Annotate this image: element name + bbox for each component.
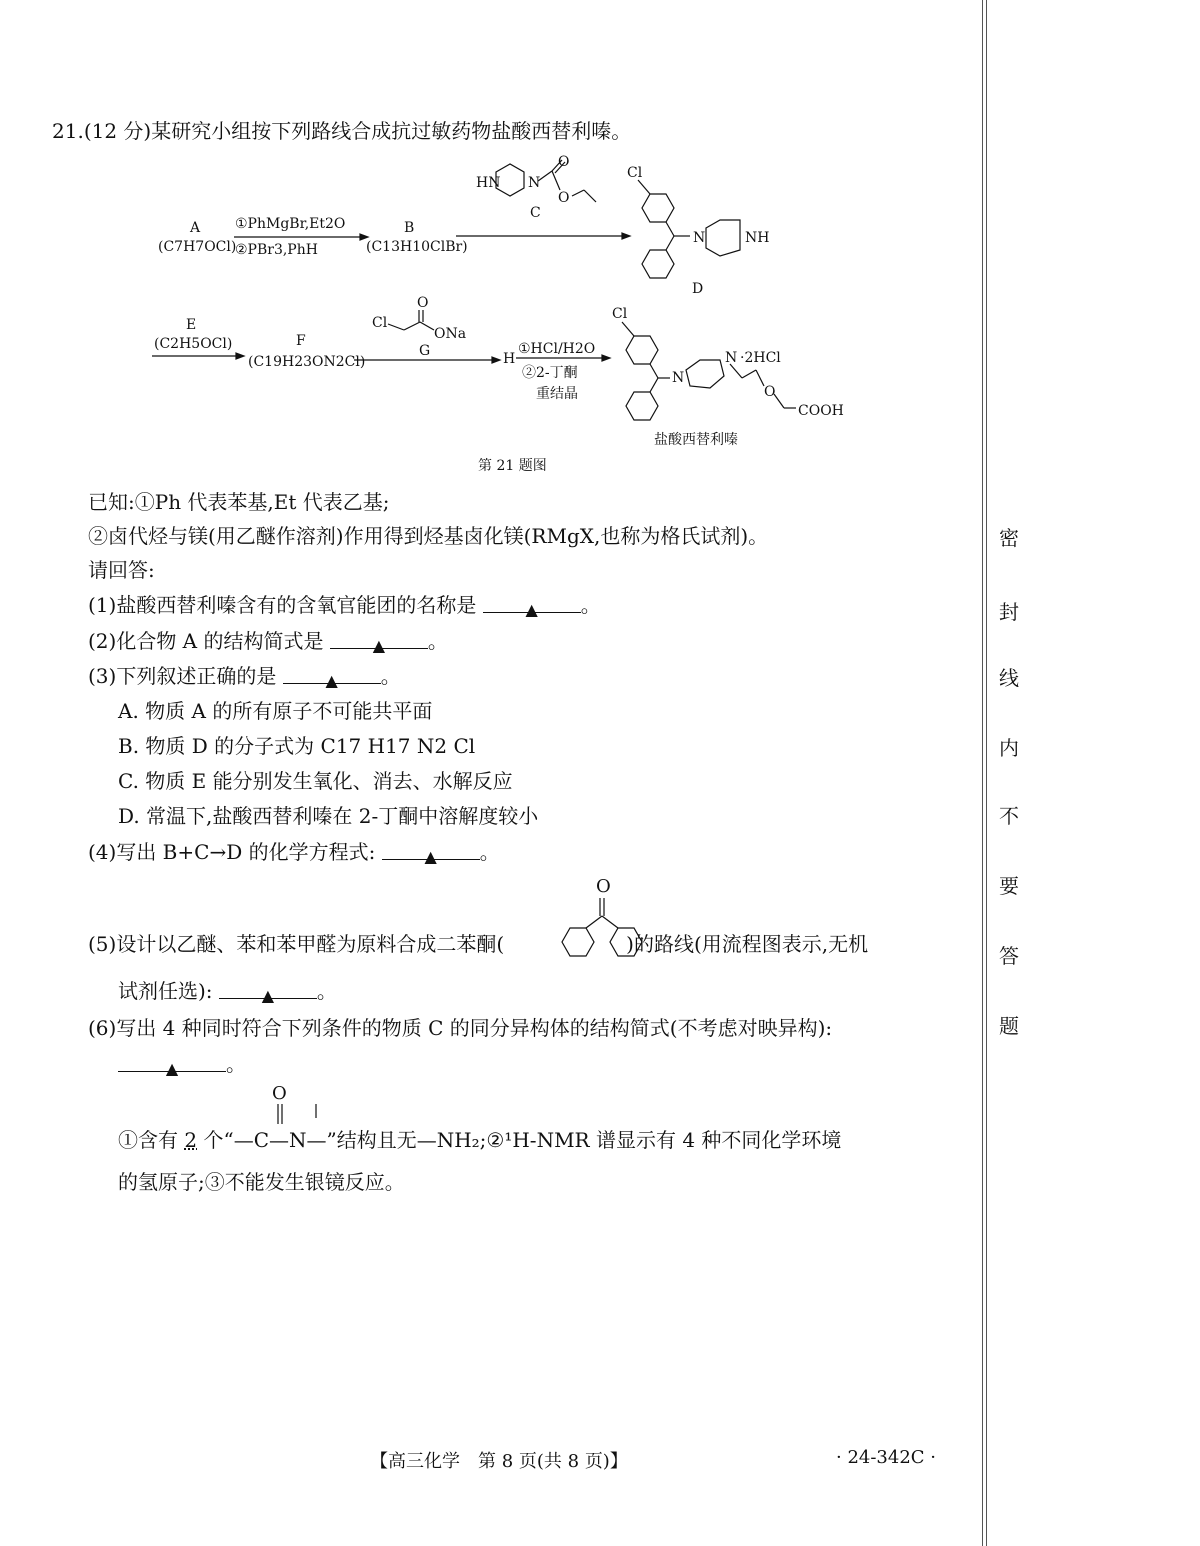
D-NH: NH <box>745 230 770 246</box>
q2-text: (2)化合物 A 的结构简式是 <box>88 629 324 653</box>
sealing-line <box>982 0 987 1546</box>
product-N1: N <box>672 370 685 386</box>
question-points: (12 分) <box>83 119 152 143</box>
triangle-icon: ▲ <box>525 600 538 619</box>
q2-line <box>88 627 448 655</box>
footer-right: · 24-342C · <box>836 1447 937 1468</box>
q3-text: (3)下列叙述正确的是 <box>88 664 277 688</box>
option-d: D. 常温下,盐酸西替利嗪在 2-丁酮中溶解度较小 <box>118 804 539 828</box>
option-a: A. 物质 A 的所有原子不可能共平面 <box>118 699 433 723</box>
D-piperazine <box>706 220 740 256</box>
q5-text-c: 试剂任选): <box>118 979 213 1003</box>
product-ring-top <box>626 336 658 364</box>
stepH-2: ②2-丁酮 <box>522 365 578 381</box>
q2-period: 。 <box>427 629 448 653</box>
option-c: C. 物质 E 能分别发生氧化、消去、水解反应 <box>118 769 513 793</box>
q1-period: 。 <box>580 593 601 617</box>
stepH-1: ①HCl/H2O <box>518 341 596 357</box>
q6-answer-line <box>118 1050 246 1078</box>
q3-line <box>88 662 401 690</box>
q4-blank <box>382 841 480 866</box>
C-N: N <box>528 175 541 191</box>
question-header <box>52 117 631 145</box>
q5-line <box>88 930 868 958</box>
q5-blank <box>219 980 317 1005</box>
cond-2: 2 <box>184 1128 198 1152</box>
benzophenone-ring-left <box>562 928 594 956</box>
label-G: G <box>419 343 431 359</box>
product-N2: N <box>725 350 738 366</box>
reaction-scheme <box>0 150 900 480</box>
question-stem: 某研究小组按下列路线合成抗过敏药物盐酸西替利嗪。 <box>151 119 632 143</box>
q4-period: 。 <box>479 840 500 864</box>
cond-line-2: 的氢原子;③不能发生银镜反应。 <box>118 1170 405 1194</box>
q2-blank <box>330 630 428 655</box>
product-O: O <box>764 384 776 400</box>
step1-top: ①PhMgBr,Et2O <box>235 216 346 232</box>
label-F: F <box>296 333 306 349</box>
q5-text-b: )的路线(用流程图表示,无机 <box>626 932 869 956</box>
q1-text: (1)盐酸西替利嗪含有的含氧官能团的名称是 <box>88 593 477 617</box>
label-H: H <box>503 351 516 367</box>
q6-period: 。 <box>226 1052 246 1076</box>
q4-text: (4)写出 B+C→D 的化学方程式: <box>88 840 376 864</box>
label-D: D <box>692 281 704 297</box>
formula-E: (C2H5OCl) <box>154 336 233 352</box>
D-Cl: Cl <box>627 165 643 181</box>
label-E: E <box>186 317 197 333</box>
triangle-icon: ▲ <box>165 1059 179 1078</box>
C-O1: O <box>558 154 570 170</box>
G-O: O <box>417 295 429 311</box>
margin-char: 不 <box>999 804 1019 828</box>
formula-A: (C7H7OCl) <box>158 239 237 255</box>
triangle-icon: ▲ <box>424 847 437 866</box>
formula-B: (C13H10ClBr) <box>366 239 468 255</box>
cond-c: ”结构且无—NH₂;②¹H-NMR 谱显示有 4 种不同化学环境 <box>326 1128 842 1152</box>
label-A: A <box>190 220 201 236</box>
known-1: 已知:①Ph 代表苯基,Et 代表乙基; <box>88 490 390 514</box>
q3-blank <box>283 665 381 690</box>
product-ring-bottom <box>626 392 658 420</box>
C-O2: O <box>558 190 570 206</box>
benzophenone-ring-right <box>610 928 642 956</box>
product-Cl: Cl <box>612 306 628 322</box>
stepH-3: 重结晶 <box>536 386 578 402</box>
q1-blank <box>483 594 581 619</box>
D-ring-top <box>642 194 674 222</box>
cond-b: 个“ <box>203 1128 234 1152</box>
G-Cl: Cl <box>372 315 388 331</box>
product-piperazine <box>686 360 724 388</box>
q6-text: (6)写出 4 种同时符合下列条件的物质 C 的同分异构体的结构简式(不考虑对映异构): <box>88 1016 833 1040</box>
benzophenone-structure <box>538 876 668 966</box>
step1-bottom: ②PBr3,PhH <box>235 242 318 258</box>
D-ring-bottom <box>642 250 674 278</box>
cond-a: ①含有 <box>118 1128 178 1152</box>
margin-char: 密 <box>999 526 1019 550</box>
product-2HCl: ·2HCl <box>740 350 781 366</box>
label-B: B <box>404 220 415 236</box>
question-number: 21. <box>52 119 84 143</box>
footer-center: 【高三化学 第 8 页(共 8 页)】 <box>370 1451 628 1472</box>
q6-blank <box>118 1053 226 1078</box>
cond-struct: —C—N— <box>233 1128 327 1152</box>
product-name: 盐酸西替利嗪 <box>654 432 738 448</box>
please-answer: 请回答: <box>88 558 155 582</box>
C-HN: HN <box>476 175 501 191</box>
margin-char: 要 <box>999 874 1019 898</box>
q1-line <box>88 591 601 619</box>
triangle-icon: ▲ <box>261 986 275 1005</box>
margin-char: 线 <box>999 666 1019 690</box>
formula-F: (C19H23ON2Cl) <box>248 354 366 370</box>
margin-char: 封 <box>999 600 1019 624</box>
q5-text-a: (5)设计以乙醚、苯和苯甲醛为原料合成二苯酮( <box>88 932 505 956</box>
known-2: ②卤代烃与镁(用乙醚作溶剂)作用得到烃基卤化镁(RMgX,也称为格氏试剂)。 <box>88 524 769 548</box>
label-C: C <box>530 205 541 221</box>
q5-line-2 <box>118 977 337 1005</box>
D-N: N <box>693 230 706 246</box>
margin-char: 题 <box>999 1014 1019 1038</box>
q3-period: 。 <box>380 664 401 688</box>
cond-line <box>118 1126 841 1154</box>
product-COOH: COOH <box>798 403 844 419</box>
triangle-icon: ▲ <box>325 671 338 690</box>
cond-O: O <box>272 1083 287 1104</box>
margin-char: 答 <box>999 944 1019 968</box>
q5-period: 。 <box>316 979 337 1003</box>
triangle-icon: ▲ <box>372 636 386 655</box>
figure-caption: 第 21 题图 <box>478 458 547 474</box>
margin-char: 内 <box>999 736 1019 760</box>
G-ONa: ONa <box>434 326 467 342</box>
benzophenone-O: O <box>596 876 611 897</box>
option-b: B. 物质 D 的分子式为 C17 H17 N2 Cl <box>118 734 476 758</box>
q4-line <box>88 838 500 866</box>
